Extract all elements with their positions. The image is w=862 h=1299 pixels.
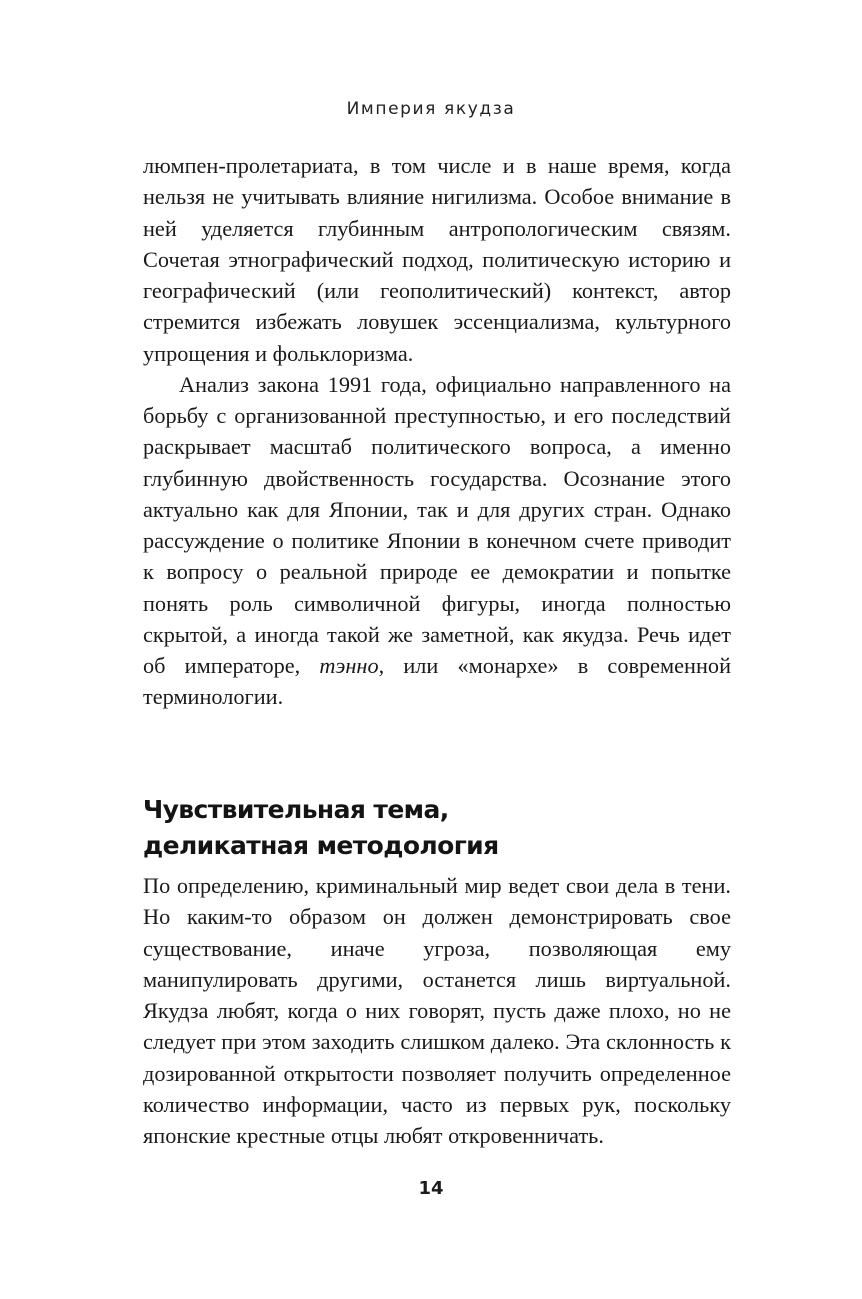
running-head: Империя якудза [346,99,516,119]
paragraph-text: Анализ закона 1991 года, официально направленного на борьбу с организованной преступностью, и его последствий раскрывает масштаб политического вопроса, а именно глубинную двойственность государства. Осознание этого актуально как для Японии, так и для других стран. Однако рассуждение о политике Японии в конечном счете приводит к вопросу о реальной природе ее демократии и попытке понять роль символичной фигуры, иногда полностью скрытой, а иногда такой же заметной, как якудза. Речь идет об императоре, [143,371,731,678]
paragraph-continuation: люмпен-пролетариата, в том числе и в наше время, когда нельзя не учитывать влияние нигилизма. Особое внимание в ней уделяется глубинным антропологическим связям. Сочетая этнографический подход, политическую историю и географический (или геополитический) контекст, автор стремится избежать ловушек эссенциализма, культурного упрощения и фольклоризма. [143,153,731,366]
paragraph-text: , или «монархе» в современной терминологии. [143,653,732,710]
section-heading-line-2: деликатная методология [143,830,499,860]
paragraph-law-analysis [143,369,731,713]
italic-term: тэнно [319,653,379,678]
section-heading [143,792,731,864]
paragraph-criminal-world: По определению, криминальный мир ведет свои дела в тени. Но каким-то образом он должен демонстрировать свое существование, иначе угроза, позволяющая ему манипулировать другими, останется лишь виртуальной. Якудза любят, когда о них говорят, пусть даже плохо, но не следует при этом заходить слишком далеко. Эта склонность к дозированной открытости позволяет получить определенное количество информации, часто из первых рук, поскольку японские крестные отцы любят откровенничать. [143,873,731,1148]
section-heading-line-1: Чувствительная тема, [143,794,449,824]
text-block-bottom [143,870,731,1151]
page-number: 14 [418,1178,444,1199]
text-block-top [143,150,731,713]
